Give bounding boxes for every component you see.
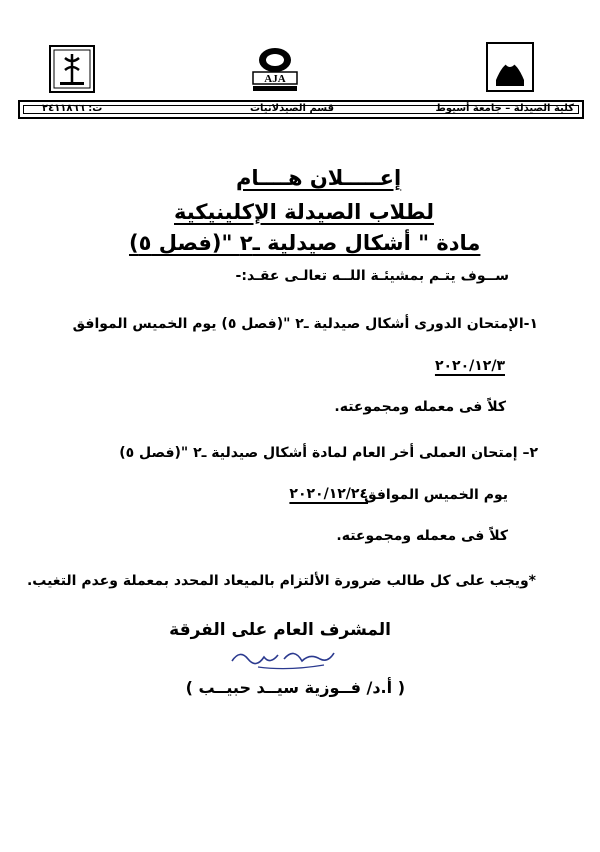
announcement-title: إعـــــلان هــــام	[236, 166, 402, 190]
aja-registrars-logo	[247, 44, 303, 96]
announcement-audience: لطلاب الصيدلة الإكلينيكية	[174, 200, 434, 224]
svg-text:AJA: AJA	[264, 73, 286, 85]
phone-number: ت: ٢٤١١٨٦٦	[42, 103, 103, 114]
department-name: قسم الصيدلانيات	[250, 103, 335, 114]
announcement-subject: مادة " أشكال صيدلية ـ٢ "(فصل ٥)	[129, 231, 481, 255]
item1-date: ٢٠٢٠/١٢/٣	[434, 358, 505, 374]
item2-text: ٢– إمتحان العملى أخر العام لمادة أشكال صيدلية ـ٢ "(فصل ٥)	[119, 445, 538, 461]
item1-location: كلاً فى معمله ومجموعته.	[334, 399, 506, 415]
header-info-strip	[18, 100, 584, 119]
department-logo	[48, 44, 96, 94]
item2-date: ٢٠٢٠/١٢/٢٤	[289, 486, 368, 502]
faculty-name: كلية الصيدلة – جامعة أسيوط	[435, 103, 574, 114]
attendance-note: *ويجب على كل طالب ضرورة الألتزام بالميعاد المحدد بمعملة وعدم التغيب.	[26, 573, 536, 589]
supervisor-role: المشرف العام على الفرقة	[169, 620, 391, 640]
supervisor-name: ( أ.د/ فــوزية سيــد حبيــب )	[185, 678, 405, 697]
item1-text: ١-الإمتحان الدورى أشكال صيدلية ـ٢ "(فصل ٥) يوم الخميس الموافق	[72, 316, 538, 332]
faculty-logo	[484, 40, 536, 94]
handwritten-signature	[228, 643, 338, 677]
item2-day: يوم الخميس الموافق	[364, 487, 508, 503]
intro-text: ســوف يتـم بمشيئـة اللــه تعالـى عقـد:-	[235, 268, 509, 284]
item2-location: كلاً فى معمله ومجموعته.	[336, 528, 508, 544]
